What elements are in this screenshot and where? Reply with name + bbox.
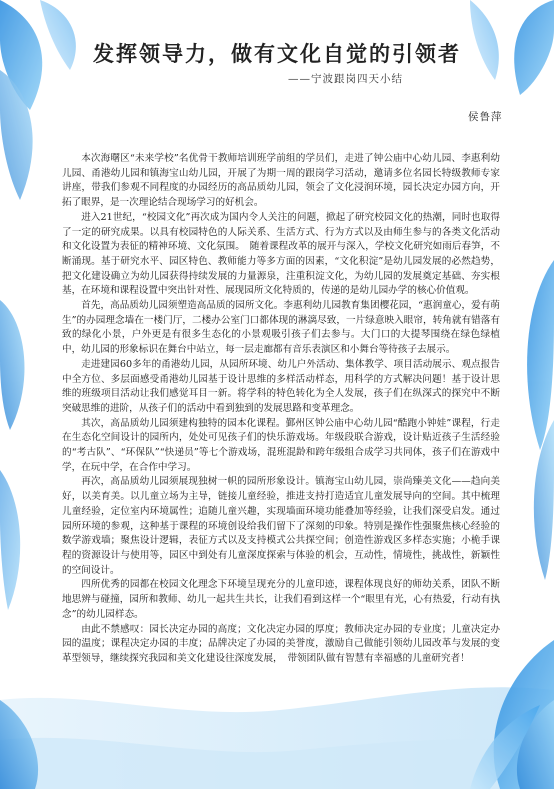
paragraph-2: 进入21世纪，“校园文化”再次成为国内令人关注的问题，掀起了研究校园文化的热潮，同时也取得了一定的研究成果。以具有校园特色的人际关系、生活方式、行为方式以及由师生参与的各类文化活动和文化设置为表征的精神环境、文化氛围。 随着课程改革的展开与深入，学校文化研究如雨后春笋，不断涌现。基于研究水平、园区特色、教师能力等多方面的因素，“文化积淀”是幼儿园发展的必然趋势，把文化建设确立为幼儿园获得持续发展的力量源泉，注重积淀文化，为幼儿园的发展奠定基础、夯实根基，在环境和课程设置中突出针对性、展现园所文化特质的，传递的是幼儿园办学的核心价值观。	[62, 211, 500, 297]
author-name: 侯鲁萍	[468, 111, 503, 123]
paragraph-1: 本次海曙区“未来学校”名优骨干教师培训班学前组的学员们，走进了钟公庙中心幼儿园、李惠利幼儿园、甬港幼儿园和镇海宝山幼儿园，开展了为期一周的跟岗学习活动，邀请多位名园长特级教师专家讲座，带我们参观不同程度的办园经历的高品质幼儿园，领会了文化浸润环境，园长决定办园方向，开拓了眼界，是一次理论结合现场学习的好机会。	[62, 153, 500, 209]
article-body	[62, 152, 500, 667]
document-subtitle: ——宁波跟岗四天小结	[288, 73, 403, 85]
paragraph-7: 四所优秀的园都在校园文化理念下环境呈现充分的儿童印迹，课程体现良好的师幼关系，团队不断地思辨与碰撞，园所和教师、幼儿一起共生共长，让我们看到这样一个“眼里有光，心有热爱，行动有执念”的幼儿园样态。	[62, 579, 500, 620]
paragraph-6: 再次，高品质幼儿园须展现独树一帜的园所形象设计。镇海宝山幼儿园，崇尚臻美文化——趋向美好，以美育美。以儿童立场为主导，链接儿童经验，推进支持打造适宜儿童发展导向的空间。其中梳理儿童经验，定位室内环境属性；追随儿童兴趣，实现墙面环境功能叠加等经验，让我们深受启发。通过园所环境的参观，这种基于课程的环境创设给我们留下了深刻的印象。特别是操作性强聚焦核心经验的数学游戏墙；聚焦设计逻辑，表征方式以及支持模式公共探空间；创造性游戏区多样态实施；小桅手课程的资源设计与使用等，园区中到处有儿童深度探索与体验的机会，互动性，情境性，挑战性，新颖性的空间设计。	[62, 476, 500, 576]
paragraph-5: 其次，高品质幼儿园须建构独特的园本化课程。鄞州区钟公庙中心幼儿园“酷跑小钟娃”课程，行走在生态化空间设计的园所内，处处可见孩子们的快乐游戏场。年级段联合游戏，设计贴近孩子生活经验的“考古队”、“环保队”“快递员”等七个游戏场，混班混龄和跨年级组合成学习共同体，孩子们在游戏中学，在玩中学，在合作中学习。	[62, 417, 500, 473]
paragraph-3: 首先，高品质幼儿园须塑造高品质的园所文化。李惠利幼儿园教育集团樱花园，“惠润童心，爱有萌生”的办园理念墙在一楼门厅，二楼办公室门口都体现的淋漓尽致，一片绿意映入眼帘，转角就有错落有致的绿化小景，户外更是有很多生态化的小景观吸引孩子们去参与。大门口的大提琴围绕在绿色绿植中，幼儿园的形象标识在舞台中站立，每一层走廊都有音乐表演区和小舞台等待孩子去展示。	[62, 300, 500, 356]
paragraph-4: 走进建园60多年的甬港幼儿园，从园所环境、幼儿户外活动、集体教学、项目活动展示、观点报告中全方位、多层面感受甬港幼儿园基于设计思维的多样活动样态，用科学的方式解决问题！基于设计思维的班级项目活动让我们感觉耳目一新。将学科的特色转化为全人发展，孩子们在纵深式的探究中不断突破思维的进阶，从孩子们的活动中看到独到的发展思路和变革理念。	[62, 358, 500, 414]
paragraph-8: 由此不禁感叹：园长决定办园的高度；文化决定办园的厚度；教师决定办园的专业度；儿童决定办园的温度；课程决定办园的丰度；品牌决定了办园的美誉度，激励自己做能引领幼儿园改革与发展的变革型领导，继续探究我园和美文化建设往深度发展， 带领团队做有智慧有幸福感的儿童研究者！	[62, 623, 500, 664]
document-title: 发挥领导力，做有文化自觉的引领者	[93, 41, 461, 66]
